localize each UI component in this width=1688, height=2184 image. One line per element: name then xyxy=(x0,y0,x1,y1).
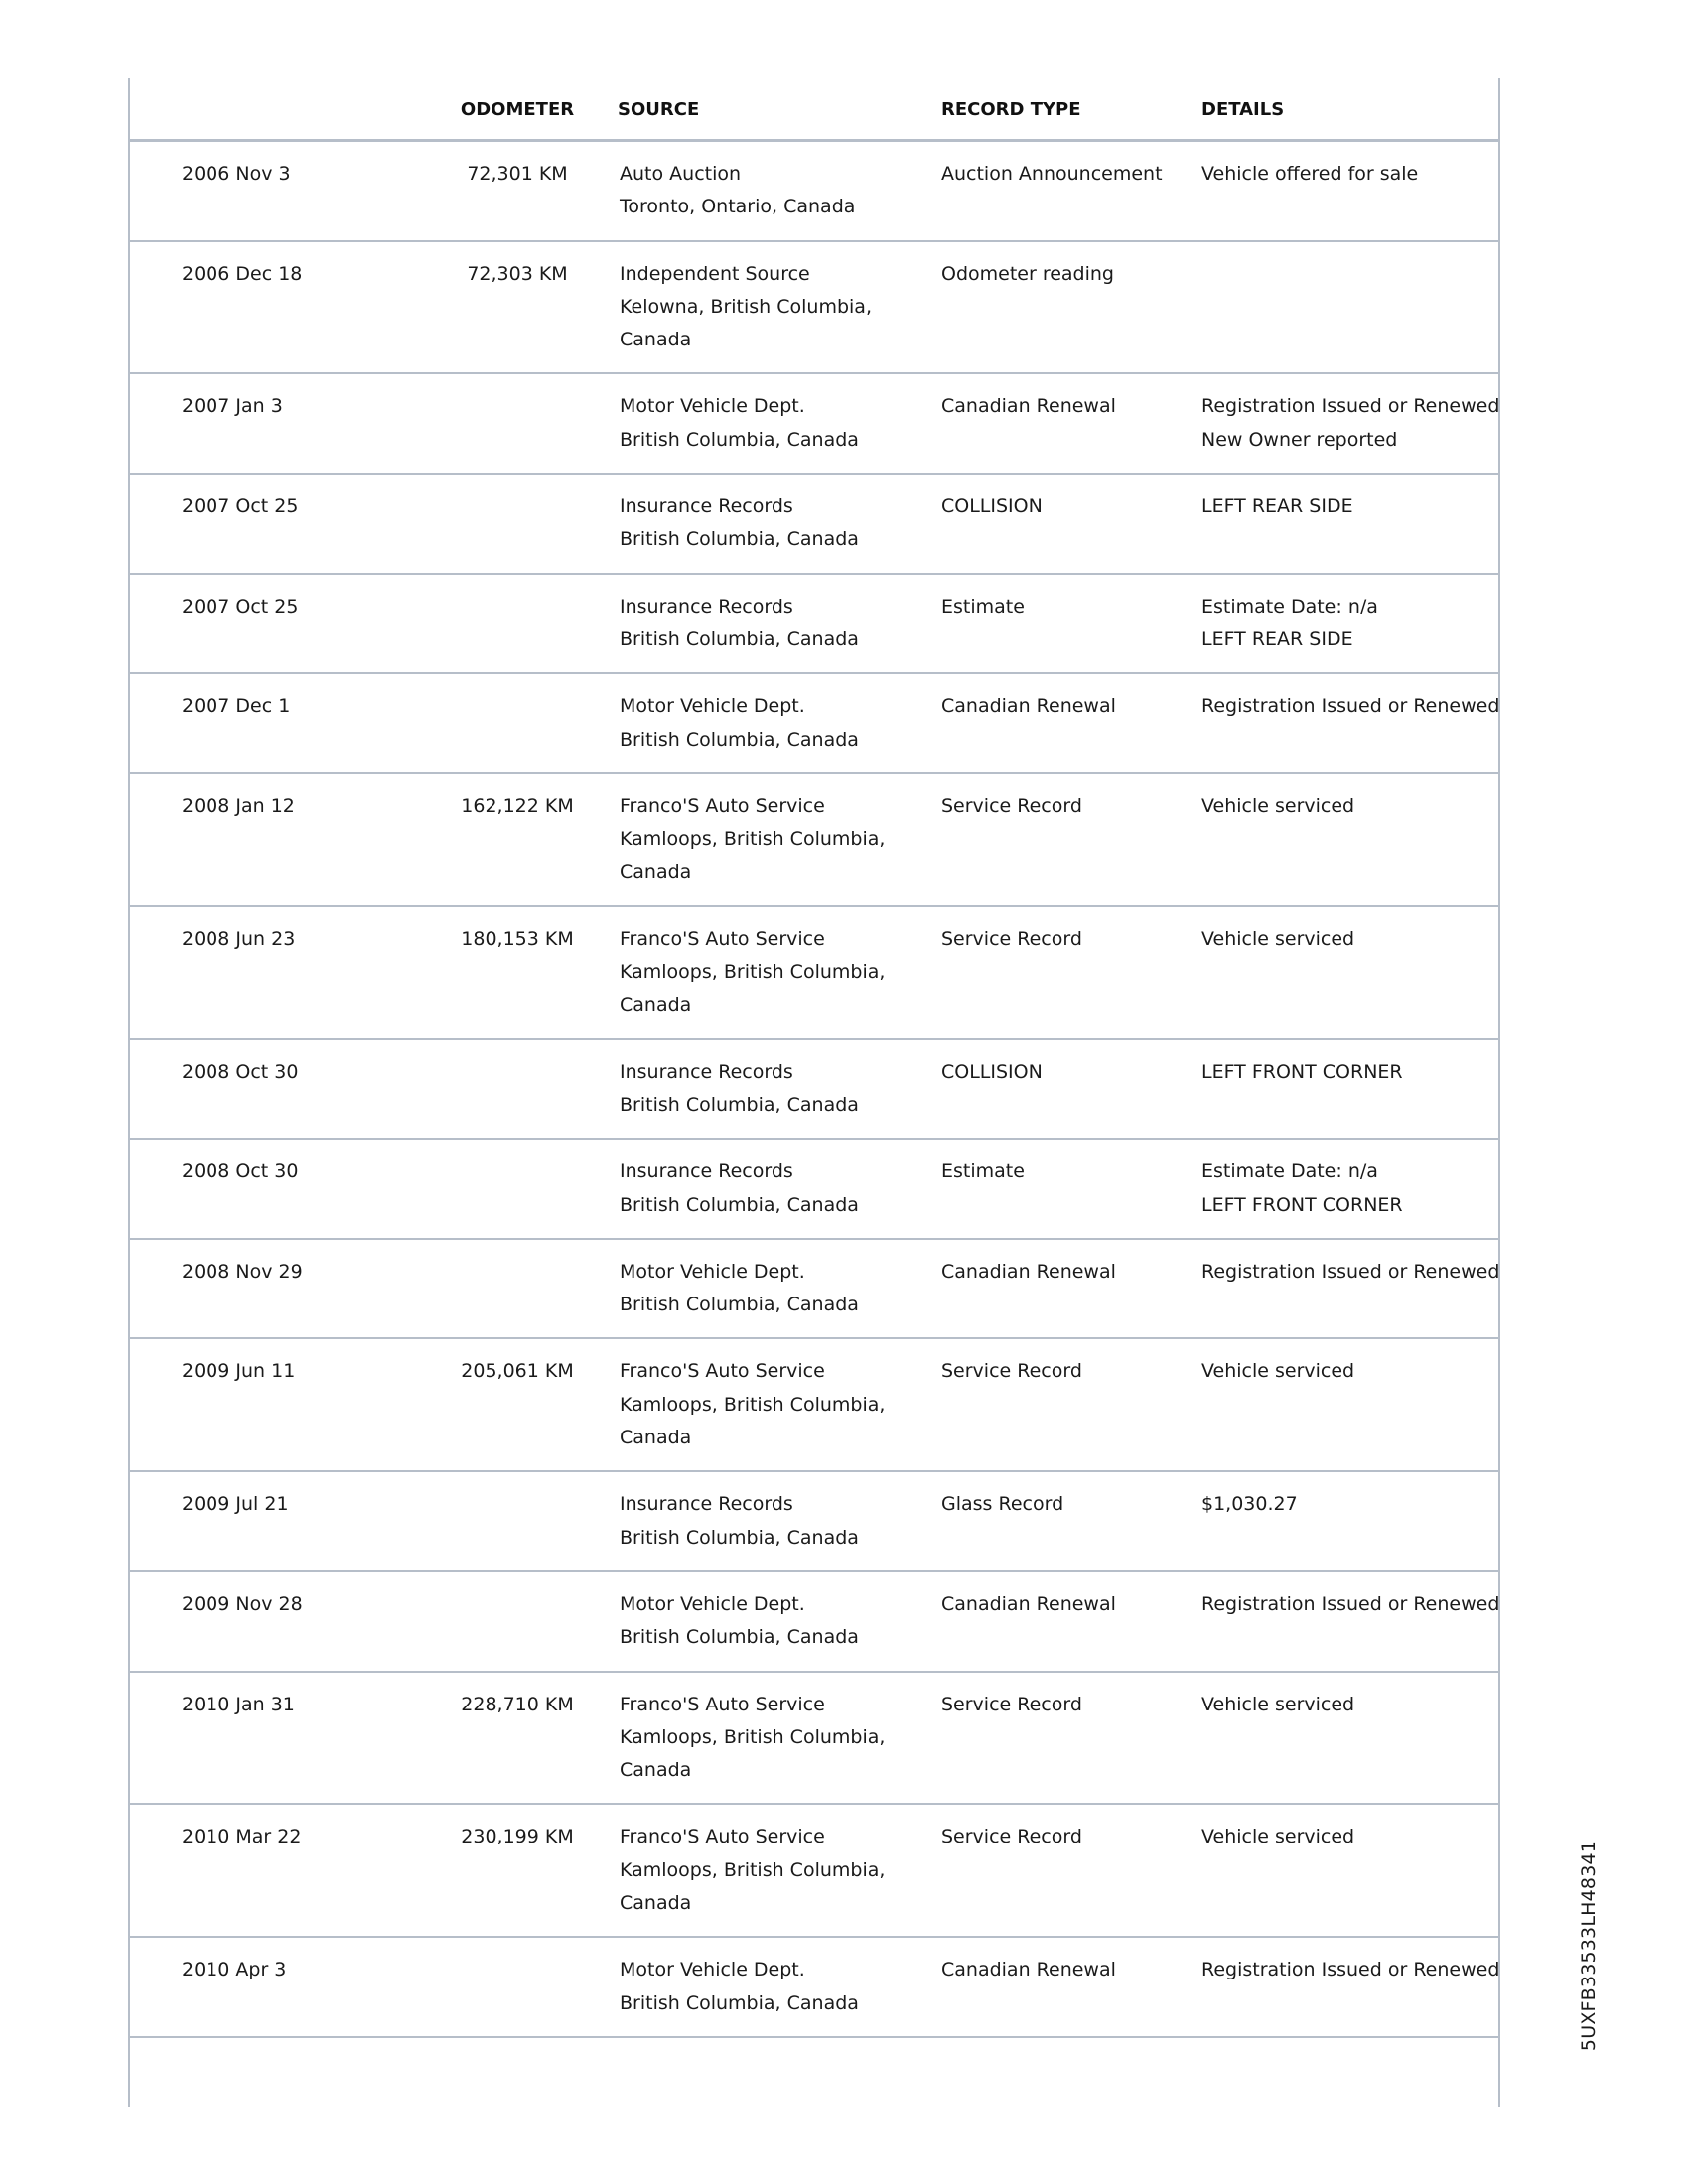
cell-source xyxy=(612,1937,933,2037)
cell-details xyxy=(1189,1804,1498,1937)
source-location: British Columbia, Canada xyxy=(620,1526,859,1549)
table-row xyxy=(130,1937,1498,2037)
detail-line: Registration Issued or Renewed xyxy=(1201,1260,1500,1283)
cell-odometer: 180,153 KM xyxy=(423,906,612,1039)
cell-record-type: Estimate xyxy=(933,1139,1189,1239)
cell-source xyxy=(612,574,933,674)
cell-date: 2008 Oct 30 xyxy=(130,1139,423,1239)
table-row xyxy=(130,1571,1498,1672)
vin-label xyxy=(1577,1842,1601,2050)
source-name: Motor Vehicle Dept. xyxy=(620,395,805,418)
cell-record-type: Canadian Renewal xyxy=(933,1239,1189,1339)
cell-odometer xyxy=(423,373,612,474)
source-name: Motor Vehicle Dept. xyxy=(620,1260,805,1283)
cell-odometer xyxy=(423,574,612,674)
cell-details xyxy=(1189,1338,1498,1471)
cell-record-type: Auction Announcement xyxy=(933,141,1189,241)
header-details: DETAILS xyxy=(1189,78,1498,141)
cell-date: 2006 Dec 18 xyxy=(130,241,423,374)
cell-record-type: Service Record xyxy=(933,1804,1189,1937)
source-location: British Columbia, Canada xyxy=(620,528,859,551)
cell-record-type: Canadian Renewal xyxy=(933,1937,1189,2037)
source-name: Insurance Records xyxy=(620,1493,793,1516)
cell-record-type: Canadian Renewal xyxy=(933,673,1189,773)
cell-odometer xyxy=(423,1471,612,1571)
cell-source xyxy=(612,1239,933,1339)
header-record-type: RECORD TYPE xyxy=(933,78,1189,141)
source-name: Franco'S Auto Service xyxy=(620,1826,825,1848)
cell-date: 2009 Jul 21 xyxy=(130,1471,423,1571)
detail-line: Estimate Date: n/a xyxy=(1201,1160,1378,1183)
cell-source xyxy=(612,141,933,241)
table-body xyxy=(130,141,1498,2037)
cell-record-type: Service Record xyxy=(933,773,1189,906)
cell-details xyxy=(1189,574,1498,674)
detail-line: $1,030.27 xyxy=(1201,1493,1298,1516)
cell-odometer xyxy=(423,1571,612,1672)
detail-line: Estimate Date: n/a xyxy=(1201,595,1378,617)
cell-source xyxy=(612,1571,933,1672)
source-name: Franco'S Auto Service xyxy=(620,1360,825,1383)
source-location: Canada xyxy=(620,329,692,351)
cell-odometer xyxy=(423,1139,612,1239)
detail-line: New Owner reported xyxy=(1201,428,1398,451)
source-location: Kamloops, British Columbia, xyxy=(620,1393,886,1416)
source-location: British Columbia, Canada xyxy=(620,728,859,751)
cell-odometer: 72,301 KM xyxy=(423,141,612,241)
source-location: Toronto, Ontario, Canada xyxy=(620,196,856,218)
cell-odometer xyxy=(423,673,612,773)
cell-source xyxy=(612,474,933,574)
source-location: Kamloops, British Columbia, xyxy=(620,1858,886,1881)
cell-details xyxy=(1189,773,1498,906)
cell-odometer: 72,303 KM xyxy=(423,241,612,374)
source-location: Kelowna, British Columbia, xyxy=(620,295,872,318)
table-row xyxy=(130,574,1498,674)
cell-record-type: COLLISION xyxy=(933,1039,1189,1140)
cell-source xyxy=(612,773,933,906)
detail-line: LEFT REAR SIDE xyxy=(1201,627,1353,650)
detail-line: Vehicle serviced xyxy=(1201,1693,1355,1715)
cell-source xyxy=(612,673,933,773)
source-name: Motor Vehicle Dept. xyxy=(620,1592,805,1615)
cell-source xyxy=(612,1804,933,1937)
cell-date: 2010 Mar 22 xyxy=(130,1804,423,1937)
cell-date: 2007 Dec 1 xyxy=(130,673,423,773)
source-location: Canada xyxy=(620,1759,692,1782)
source-location: Canada xyxy=(620,994,692,1017)
cell-odometer: 205,061 KM xyxy=(423,1338,612,1471)
source-location: British Columbia, Canada xyxy=(620,1294,859,1316)
source-name: Insurance Records xyxy=(620,495,793,518)
detail-line: Vehicle serviced xyxy=(1201,1360,1355,1383)
cell-details xyxy=(1189,1672,1498,1805)
cell-odometer xyxy=(423,1239,612,1339)
cell-details xyxy=(1189,241,1498,374)
detail-line: Registration Issued or Renewed xyxy=(1201,1592,1500,1615)
cell-details xyxy=(1189,141,1498,241)
source-location: British Columbia, Canada xyxy=(620,1626,859,1649)
table-row xyxy=(130,773,1498,906)
cell-odometer xyxy=(423,1937,612,2037)
cell-details xyxy=(1189,1571,1498,1672)
cell-date: 2009 Nov 28 xyxy=(130,1571,423,1672)
cell-source xyxy=(612,1471,933,1571)
cell-details xyxy=(1189,1471,1498,1571)
source-name: Franco'S Auto Service xyxy=(620,1693,825,1715)
cell-record-type: Odometer reading xyxy=(933,241,1189,374)
detail-line: Registration Issued or Renewed xyxy=(1201,1959,1500,1981)
source-location: Kamloops, British Columbia, xyxy=(620,828,886,851)
cell-record-type: Canadian Renewal xyxy=(933,373,1189,474)
source-name: Motor Vehicle Dept. xyxy=(620,695,805,718)
vehicle-history-table xyxy=(130,78,1498,2038)
cell-source xyxy=(612,241,933,374)
cell-date: 2008 Jun 23 xyxy=(130,906,423,1039)
table-row xyxy=(130,1471,1498,1571)
source-name: Insurance Records xyxy=(620,1060,793,1083)
source-location: British Columbia, Canada xyxy=(620,627,859,650)
source-location: British Columbia, Canada xyxy=(620,1193,859,1216)
cell-date: 2008 Nov 29 xyxy=(130,1239,423,1339)
cell-details xyxy=(1189,673,1498,773)
cell-record-type: COLLISION xyxy=(933,474,1189,574)
cell-details xyxy=(1189,474,1498,574)
table-row xyxy=(130,1672,1498,1805)
table-row xyxy=(130,673,1498,773)
detail-line: LEFT REAR SIDE xyxy=(1201,495,1353,518)
table-row xyxy=(130,1039,1498,1140)
cell-source xyxy=(612,1139,933,1239)
detail-line: LEFT FRONT CORNER xyxy=(1201,1193,1403,1216)
cell-details xyxy=(1189,373,1498,474)
cell-date: 2010 Jan 31 xyxy=(130,1672,423,1805)
cell-details xyxy=(1189,906,1498,1039)
source-name: Motor Vehicle Dept. xyxy=(620,1959,805,1981)
cell-odometer: 228,710 KM xyxy=(423,1672,612,1805)
source-location: Kamloops, British Columbia, xyxy=(620,961,886,984)
source-name: Independent Source xyxy=(620,262,810,285)
table-row xyxy=(130,1338,1498,1471)
source-location: Canada xyxy=(620,861,692,884)
detail-line: Registration Issued or Renewed xyxy=(1201,695,1500,718)
cell-source xyxy=(612,1338,933,1471)
cell-odometer xyxy=(423,474,612,574)
cell-source xyxy=(612,1039,933,1140)
cell-date: 2010 Apr 3 xyxy=(130,1937,423,2037)
source-location: Canada xyxy=(620,1891,692,1914)
cell-date: 2009 Jun 11 xyxy=(130,1338,423,1471)
table-row xyxy=(130,141,1498,241)
cell-details xyxy=(1189,1937,1498,2037)
detail-line: Vehicle serviced xyxy=(1201,927,1355,950)
table-row xyxy=(130,474,1498,574)
header-date xyxy=(130,78,423,141)
source-location: British Columbia, Canada xyxy=(620,1991,859,2014)
cell-source xyxy=(612,373,933,474)
source-name: Auto Auction xyxy=(620,163,742,185)
cell-record-type: Glass Record xyxy=(933,1471,1189,1571)
cell-source xyxy=(612,1672,933,1805)
cell-record-type: Service Record xyxy=(933,1672,1189,1805)
table-row xyxy=(130,1239,1498,1339)
source-location: British Columbia, Canada xyxy=(620,428,859,451)
source-location: Kamloops, British Columbia, xyxy=(620,1725,886,1748)
table-row xyxy=(130,1139,1498,1239)
table-header-row xyxy=(130,78,1498,141)
source-name: Franco'S Auto Service xyxy=(620,794,825,817)
cell-details xyxy=(1189,1039,1498,1140)
cell-date: 2007 Oct 25 xyxy=(130,474,423,574)
header-source: SOURCE xyxy=(612,78,933,141)
header-odometer: ODOMETER xyxy=(423,78,612,141)
cell-record-type: Estimate xyxy=(933,574,1189,674)
cell-date: 2006 Nov 3 xyxy=(130,141,423,241)
source-location: British Columbia, Canada xyxy=(620,1093,859,1116)
cell-details xyxy=(1189,1239,1498,1339)
table-row xyxy=(130,1804,1498,1937)
cell-record-type: Canadian Renewal xyxy=(933,1571,1189,1672)
cell-odometer xyxy=(423,1039,612,1140)
detail-line: Vehicle serviced xyxy=(1201,794,1355,817)
cell-record-type: Service Record xyxy=(933,1338,1189,1471)
source-name: Insurance Records xyxy=(620,1160,793,1183)
detail-line: Vehicle serviced xyxy=(1201,1826,1355,1848)
table-row xyxy=(130,373,1498,474)
table-row xyxy=(130,906,1498,1039)
cell-odometer: 230,199 KM xyxy=(423,1804,612,1937)
source-name: Insurance Records xyxy=(620,595,793,617)
source-name: Franco'S Auto Service xyxy=(620,927,825,950)
cell-date: 2008 Oct 30 xyxy=(130,1039,423,1140)
cell-details xyxy=(1189,1139,1498,1239)
cell-odometer: 162,122 KM xyxy=(423,773,612,906)
detail-line: LEFT FRONT CORNER xyxy=(1201,1060,1403,1083)
cell-source xyxy=(612,906,933,1039)
detail-line: Registration Issued or Renewed xyxy=(1201,395,1500,418)
cell-date: 2007 Jan 3 xyxy=(130,373,423,474)
cell-date: 2007 Oct 25 xyxy=(130,574,423,674)
source-location: Canada xyxy=(620,1427,692,1449)
detail-line: Vehicle offered for sale xyxy=(1201,163,1419,185)
cell-date: 2008 Jan 12 xyxy=(130,773,423,906)
vin-text: 5UXFB33533LH48341 xyxy=(1578,1840,1600,2052)
table-row xyxy=(130,241,1498,374)
cell-record-type: Service Record xyxy=(933,906,1189,1039)
